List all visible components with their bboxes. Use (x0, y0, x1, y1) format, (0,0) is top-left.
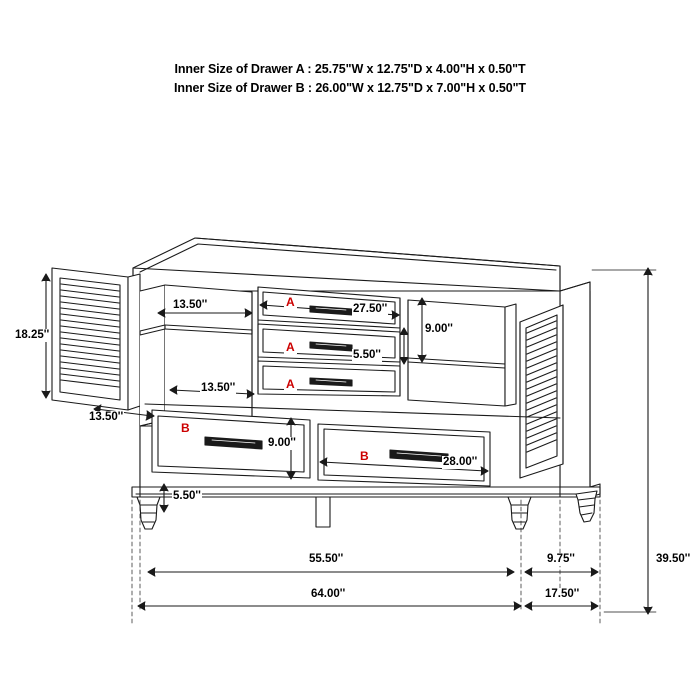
dimension-drawer-b-height: 9.00'' (268, 437, 296, 449)
dimension-total-height: 39.50'' (656, 553, 691, 565)
dimension-left-door-depth: 13.50'' (89, 411, 124, 423)
drawer-tag-a1: A (286, 295, 295, 309)
dimension-total-width: 64.00'' (311, 588, 346, 600)
drawer-a-note: Inner Size of Drawer A : 25.75"W x 12.75"D x 4.00"H x 0.50"T (174, 62, 526, 76)
dimension-left-door-height: 18.25'' (15, 329, 50, 341)
dimension-right-side-depth: 9.75'' (547, 553, 575, 565)
dimension-drawer-a-width: 27.50'' (353, 303, 388, 315)
drawer-tag-b2: B (360, 449, 369, 463)
drawer-b-note: Inner Size of Drawer B : 26.00"W x 12.75"D x 7.00"H x 0.50"T (174, 81, 526, 95)
drawer-tag-b1: B (181, 421, 190, 435)
dimension-mid-shelf-width: 13.50'' (201, 382, 236, 394)
dimension-drawer-a-height: 5.50'' (353, 349, 381, 361)
drawer-tag-a2: A (286, 340, 295, 354)
dimension-case-width: 55.50'' (309, 553, 344, 565)
dimension-left-shelf-width: 13.50'' (173, 299, 208, 311)
dimension-right-overhang: 17.50'' (545, 588, 580, 600)
dimension-right-opening-height: 9.00'' (425, 323, 453, 335)
dimension-base-height: 5.50'' (173, 490, 201, 502)
drawer-tag-a3: A (286, 377, 295, 391)
dimension-drawer-b-width: 28.00'' (443, 456, 478, 468)
